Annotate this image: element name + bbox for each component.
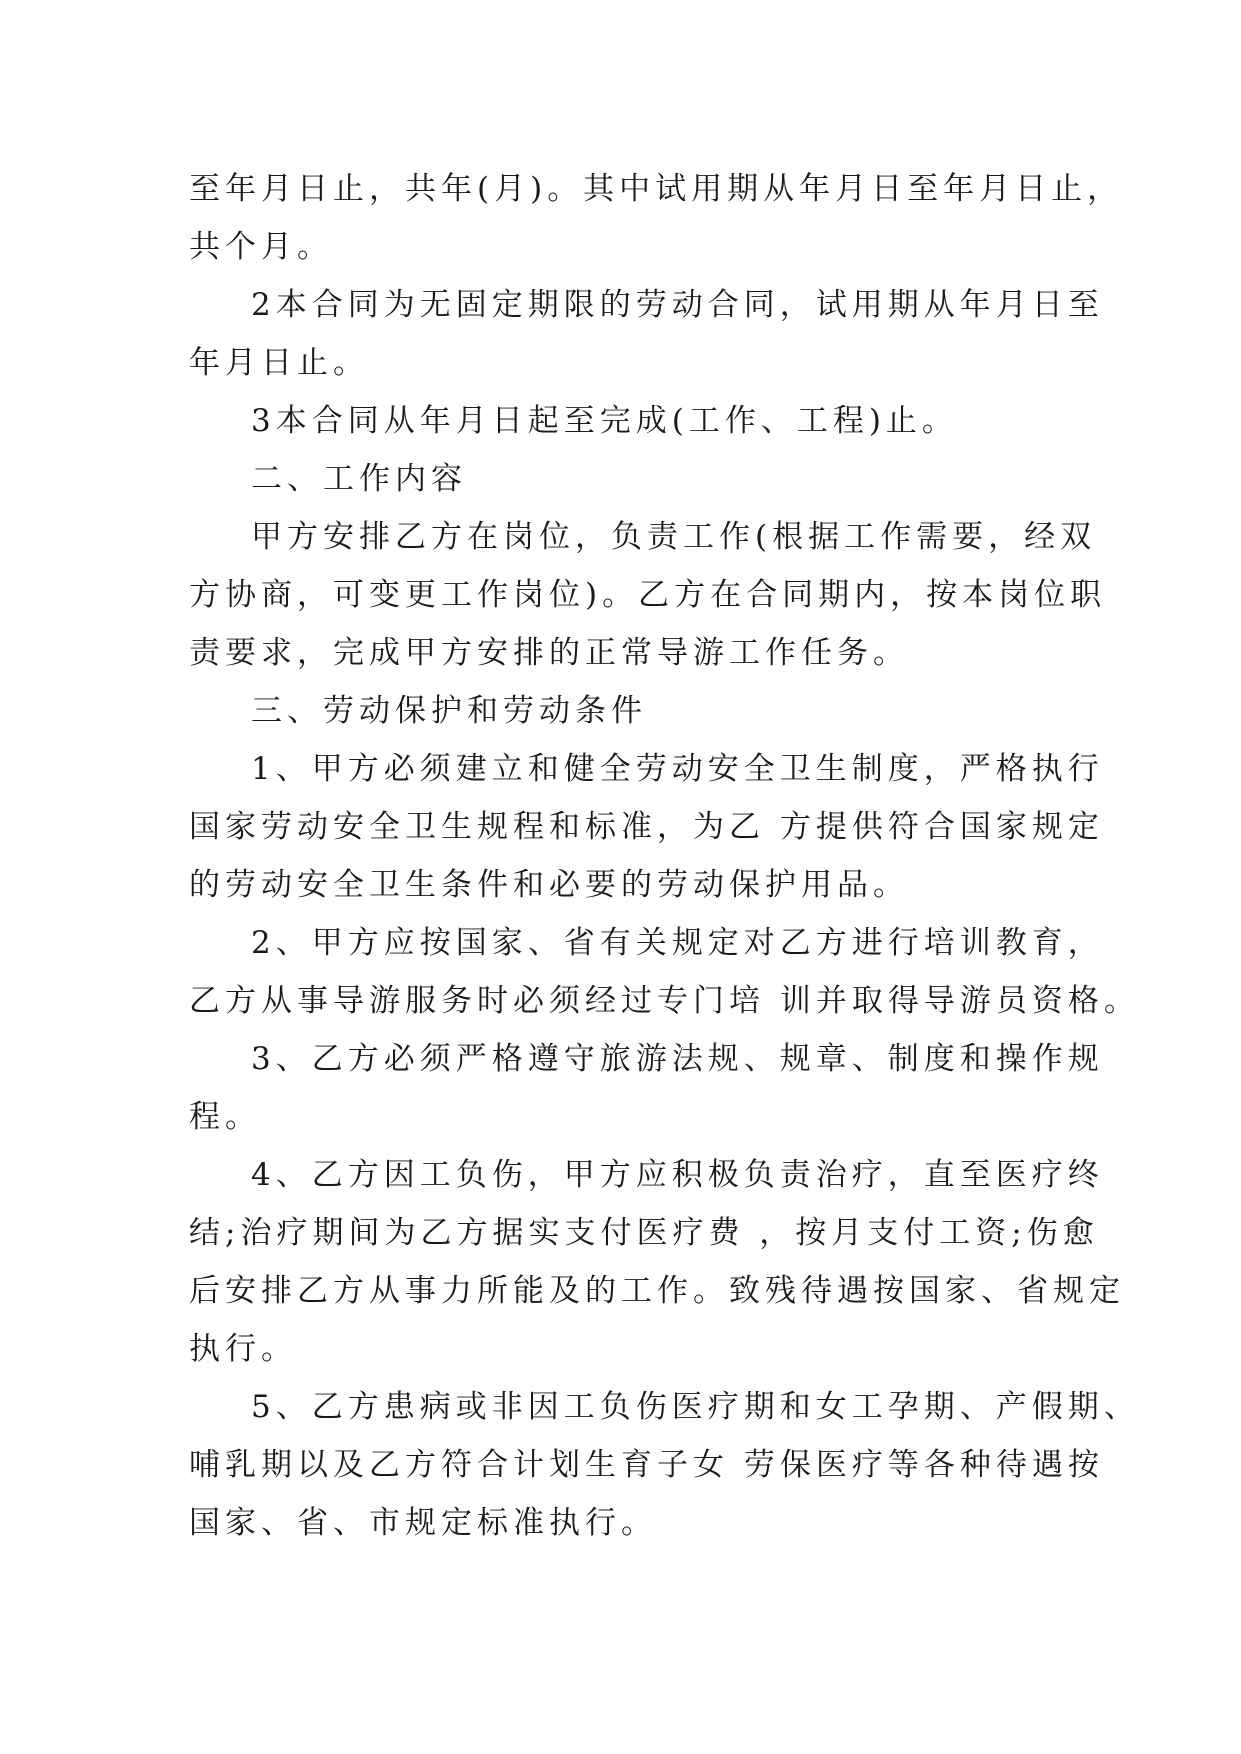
text-line: 2、甲方应按国家、省有关规定对乙方进行培训教育，	[251, 925, 1104, 961]
text-line: 程。	[189, 1099, 261, 1135]
text-line: 年月日止。	[189, 345, 369, 381]
text-line: 1、甲方必须建立和健全劳动安全卫生制度，严格执行	[251, 751, 1104, 787]
text-line: 2本合同为无固定期限的劳动合同，试用期从年月日至	[251, 287, 1104, 323]
text-line: 4、乙方因工负伤，甲方应积极负责治疗，直至医疗终	[251, 1157, 1104, 1193]
text-line: 甲方安排乙方在岗位，负责工作(根据工作需要，经双	[251, 519, 1097, 555]
text-line: 至年月日止，共年(月)。其中试用期从年月日至年月日止，	[189, 171, 1124, 207]
text-line: 哺乳期以及乙方符合计划生育子女 劳保医疗等各种待遇按	[189, 1447, 1104, 1483]
text-line: 结;治疗期间为乙方据实支付医疗费 ，按月支付工资;伤愈	[189, 1215, 1099, 1251]
text-line: 后安排乙方从事力所能及的工作。致残待遇按国家、省规定	[189, 1273, 1125, 1309]
text-line: 方协商，可变更工作岗位)。乙方在合同期内，按本岗位职	[189, 577, 1107, 613]
document-body	[189, 160, 1140, 1552]
section-heading: 二、工作内容	[251, 461, 467, 497]
text-line: 国家、省、市规定标准执行。	[189, 1505, 657, 1541]
section-heading: 三、劳动保护和劳动条件	[251, 693, 647, 729]
text-line: 执行。	[189, 1331, 297, 1367]
text-line: 共个月。	[189, 229, 333, 265]
text-line: 的劳动安全卫生条件和必要的劳动保护用品。	[189, 867, 909, 903]
text-line: 5、乙方患病或非因工负伤医疗期和女工孕期、产假期、	[251, 1389, 1140, 1425]
text-line: 3、乙方必须严格遵守旅游法规、规章、制度和操作规	[251, 1041, 1104, 1077]
text-line: 责要求，完成甲方安排的正常导游工作任务。	[189, 635, 909, 671]
text-line: 国家劳动安全卫生规程和标准，为乙 方提供符合国家规定	[189, 809, 1104, 845]
text-line: 3本合同从年月日起至完成(工作、工程)止。	[251, 403, 958, 439]
text-line: 乙方从事导游服务时必须经过专门培 训并取得导游员资格。	[189, 983, 1140, 1019]
